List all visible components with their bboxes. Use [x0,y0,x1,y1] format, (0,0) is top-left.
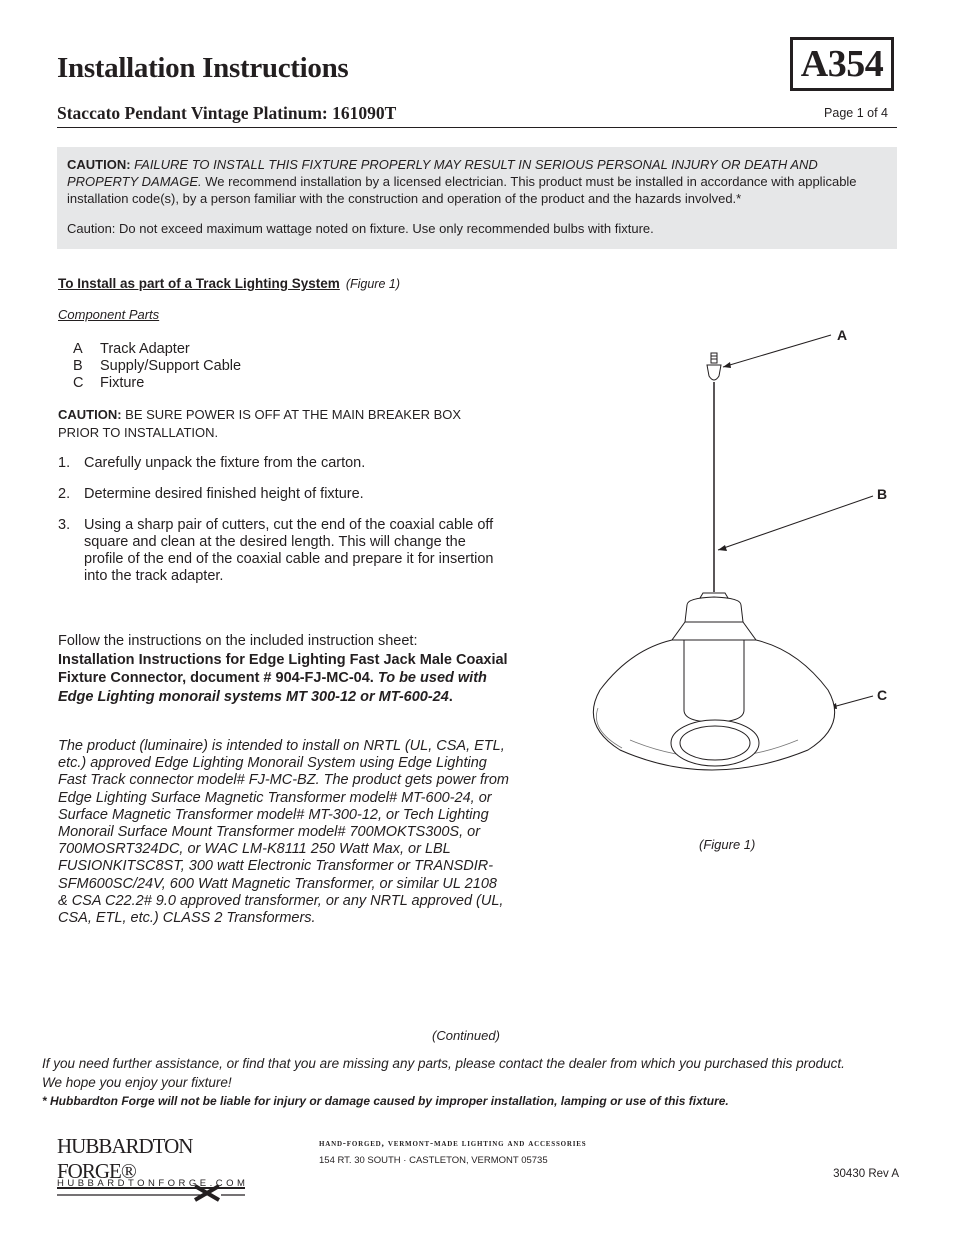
list-item [58,455,508,472]
list-item [73,341,241,358]
part-label-b: B [877,486,888,502]
list-item [73,375,241,392]
step-text: Using a sharp pair of cutters, cut the end of the coaxial cable off square and clean at the desired length. This will change the profile of the end of the coaxial cable and prepare it for insertion into the track adapter. [84,517,494,584]
caution-label: CAUTION: [67,157,131,172]
liability-note: * Hubbardton Forge will not be liable for injury or damage caused by improper installation, lamping or use of this fixture. [42,1094,729,1108]
power-caution-label: CAUTION: [58,407,122,422]
part-letter: A [73,341,83,357]
company-tagline: hand-forged, vermont-made lighting and accessories [319,1139,587,1149]
step-number: 1. [58,455,71,471]
product-subtitle: Staccato Pendant Vintage Platinum: 161090T [57,103,397,123]
arrowhead-b [718,545,727,551]
leader-line-b [718,496,873,550]
section-heading [58,276,400,291]
logo-wordmark: HUBBARDTON FORGE® [57,1134,193,1183]
component-parts-heading: Component Parts [58,307,160,322]
list-item [58,517,508,585]
continued-note: (Continued) [432,1028,500,1043]
website-url[interactable]: HUBBARDTONFORGE.COM [57,1178,249,1189]
caution-warning: FAILURE TO INSTALL THIS FIXTURE PROPERLY MAY RESULT IN SERIOUS PERSONAL INJURY OR DEATH AND PROPERTY DAMAGE. [67,157,818,189]
arrowhead-a [723,362,731,368]
part-name: Track Adapter [100,341,190,357]
install-steps [58,455,508,599]
company-address: 154 RT. 30 SOUTH · CASTLETON, VERMONT 05735 [319,1155,548,1166]
document-revision: 30430 Rev A [833,1168,899,1180]
follow-end: . [448,688,453,705]
section-figure-ref: (Figure 1) [345,277,400,291]
part-label-c: C [877,687,888,703]
power-caution [58,406,498,441]
caution-text: We recommend installation by a licensed electrician. This product must be installed in accordance with applicable installation code(s), by a person familiar with the construction and operation of the product and the hazards involved.* [67,174,857,206]
list-item [58,486,508,503]
part-label-a: A [837,327,848,343]
pendant-figure [560,320,900,820]
follow-instructions [58,632,508,706]
page-title: Installation Instructions [57,52,349,84]
assistance-note [42,1054,912,1092]
step-number: 2. [58,486,71,502]
product-note: The product (luminaire) is intended to install on NRTL (UL, CSA, ETL, etc.) approved Edge Lighting Monorail System using Edge Lighting Fast Track connector model# FJ-MC-BZ. The product gets power from Edge Lighting Surface Magnetic Transformer model# MT-600-24, or Surface Magnetic Transformer model# MT-300-12, or Tech Lighting Monorail Surface Mount Transformer model# 700MOKTS300S, or 700MOSRT324DC, or WAC LM-K8111 250 Watt Max, or LBL FUSIONKITSC8ST, 300 watt Electronic Transformer or TRANSDIR-SFM600SC/24V, 600 Watt Magnetic Transformer, or similar UL 2108 & CSA C22.2# 9.0 approved transformer, or any NRTL approved (UL, CSA, ETL, etc.) CLASS 2 Transformers. [58,738,509,927]
document-code-box [790,37,894,91]
follow-document-title: Installation Instructions for Edge Lighting Fast Jack Male Coaxial Fixture Connector, document # 904-FJ-MC-04. [58,651,508,686]
section-title: To Install as part of a Track Lighting System [58,276,340,291]
follow-intro: Follow the instructions on the included instruction sheet: [58,633,418,649]
part-name: Supply/Support Cable [100,358,242,374]
part-name: Fixture [100,375,145,391]
page-number: Page 1 of 4 [824,106,888,120]
brand-logo [57,1134,247,1207]
figure-caption: (Figure 1) [699,837,756,852]
header-divider [57,127,897,128]
enjoy-line: We hope you enjoy your fixture! [42,1075,232,1090]
step-number: 3. [58,517,71,533]
follow-compatibility: To be used with Edge Lighting monorail systems MT 300-12 or MT-600-24 [58,670,487,705]
part-letter: B [73,358,83,374]
part-letter: C [73,375,84,391]
caution-box [57,147,897,249]
step-text: Determine desired finished height of fixture. [84,486,364,502]
assistance-line: If you need further assistance, or find that you are missing any parts, please contact the dealer from which you purchased this product. [42,1056,845,1071]
caution-paragraph [67,156,887,207]
leader-line-a [723,335,831,367]
wattage-caution: Caution: Do not exceed maximum wattage noted on fixture. Use only recommended bulbs with fixture. [67,221,654,236]
document-code: A354 [800,43,884,85]
parts-list [73,341,241,392]
track-adapter [707,353,721,380]
list-item [73,358,241,375]
step-text: Carefully unpack the fixture from the carton. [84,455,366,471]
power-caution-text: BE SURE POWER IS OFF AT THE MAIN BREAKER BOX PRIOR TO INSTALLATION. [58,407,462,440]
